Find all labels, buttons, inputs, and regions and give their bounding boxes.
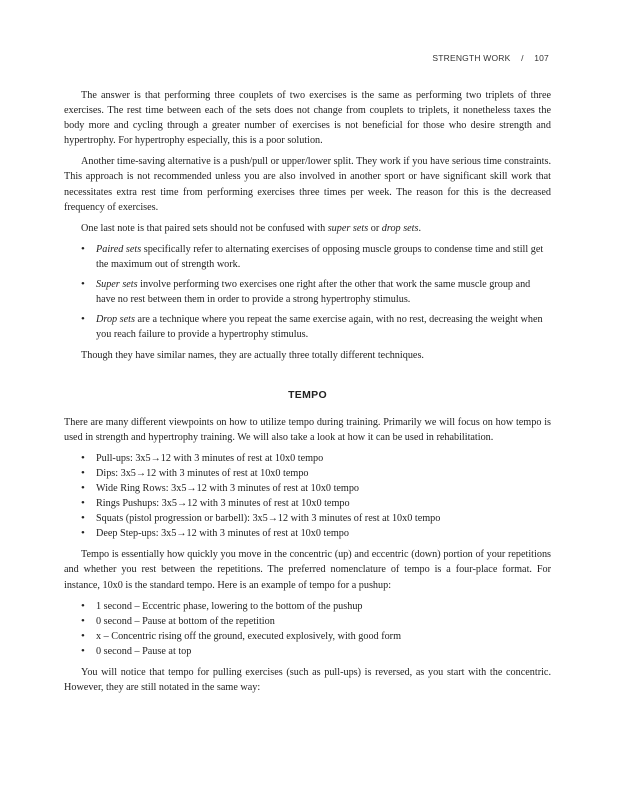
paragraph-tempo-intro: There are many different viewpoints on how to utilize tempo during training. Primarily we will focus on how tempo is used in strength and hypertrophy training. We will also take a look at how it can be used in rehabilitation. bbox=[64, 416, 551, 443]
list-item bbox=[64, 312, 551, 342]
note-text-or: or bbox=[368, 222, 382, 234]
header-section-title: STRENGTH WORK bbox=[432, 53, 511, 63]
page-number: 107 bbox=[534, 53, 549, 63]
list-item: • x – Concentric rising off the ground, executed explosively, with good form bbox=[64, 629, 551, 644]
list-item-term: Drop sets bbox=[96, 314, 135, 326]
list-item: • Squats (pistol progression or barbell): 3x5→12 with 3 minutes of rest at 10x0 tempo bbox=[64, 511, 551, 526]
paragraph-couplets-triplets: The answer is that performing three couplets of two exercises is the same as performing two triplets of three exercises. The rest time between each of the sets does not change from couplets to triplets, it nonetheless taxes the body more and cycling through a greater number of exercises is not beneficial for those who desire strength and hypertrophy. For hypertrophy especially, this is a poor solution. bbox=[64, 90, 551, 147]
paragraph-techniques-note: Though they have similar names, they are actually three totally different techniques. bbox=[81, 350, 424, 362]
header-separator: / bbox=[521, 53, 524, 63]
note-text-end: . bbox=[418, 222, 422, 234]
term-drop-sets: drop sets bbox=[381, 222, 419, 234]
list-item: • 0 second – Pause at top bbox=[64, 644, 551, 659]
running-header bbox=[432, 53, 549, 63]
list-item: • Wide Ring Rows: 3x5→12 with 3 minutes of rest at 10x0 tempo bbox=[64, 481, 551, 496]
exercise-list bbox=[64, 451, 551, 542]
list-item: • Dips: 3x5→12 with 3 minutes of rest at 10x0 tempo bbox=[64, 466, 551, 481]
set-types-list bbox=[64, 242, 551, 343]
list-item: • 1 second – Eccentric phase, lowering to the bottom of the pushup bbox=[64, 599, 551, 614]
paragraph-paired-sets-note bbox=[64, 221, 551, 236]
pushup-tempo-list bbox=[64, 599, 551, 659]
section-heading-tempo: TEMPO bbox=[288, 388, 327, 401]
list-item-text: specifically refer to alternating exercises of opposing muscle groups to condense time and still get the maximum out of strength work. bbox=[96, 243, 544, 270]
paragraph-tempo-explanation: Tempo is essentially how quickly you move in the concentric (up) and eccentric (down) portion of your repetitions and whether you rest between the repetitions. The preferred nomenclature of tempo is a four-place format. For instance, 10x0 is the standard tempo. Here is an example of tempo for a pushup: bbox=[64, 549, 551, 591]
note-text-start: One last note is that paired sets should not be confused with bbox=[81, 222, 328, 234]
list-item-text: are a technique where you repeat the same exercise again, with no rest, decreasing the weight when you reach failure to provide a hypertrophy stimulus. bbox=[96, 314, 543, 341]
page-body bbox=[64, 88, 551, 701]
list-item-term: Super sets bbox=[96, 279, 138, 291]
paragraph-split-alternative: Another time-saving alternative is a push/pull or upper/lower split. They work if you have serious time constraints. This approach is not recommended unless you are also involved in another sport or have significant skill work that necessitates extra rest time from performing exercises three times per week. The reason for this is the decreased frequency of exercises. bbox=[64, 156, 551, 213]
list-item: • Rings Pushups: 3x5→12 with 3 minutes of rest at 10x0 tempo bbox=[64, 496, 551, 511]
list-item-text: involve performing two exercises one right after the other that work the same muscle group and have no rest between them in order to provide a strong hypertrophy stimulus. bbox=[96, 279, 531, 306]
list-item-term: Paired sets bbox=[96, 243, 142, 255]
term-super-sets: super sets bbox=[327, 222, 369, 234]
list-item: • 0 second – Pause at bottom of the repetition bbox=[64, 614, 551, 629]
list-item bbox=[64, 277, 551, 307]
list-item: • Deep Step-ups: 3x5→12 with 3 minutes of rest at 10x0 tempo bbox=[64, 526, 551, 541]
paragraph-pulling-tempo: You will notice that tempo for pulling exercises (such as pull-ups) is reversed, as you start with the concentric. However, they are still notated in the same way: bbox=[64, 667, 551, 694]
list-item: • Pull-ups: 3x5→12 with 3 minutes of rest at 10x0 tempo bbox=[64, 451, 551, 466]
list-item bbox=[64, 242, 551, 272]
